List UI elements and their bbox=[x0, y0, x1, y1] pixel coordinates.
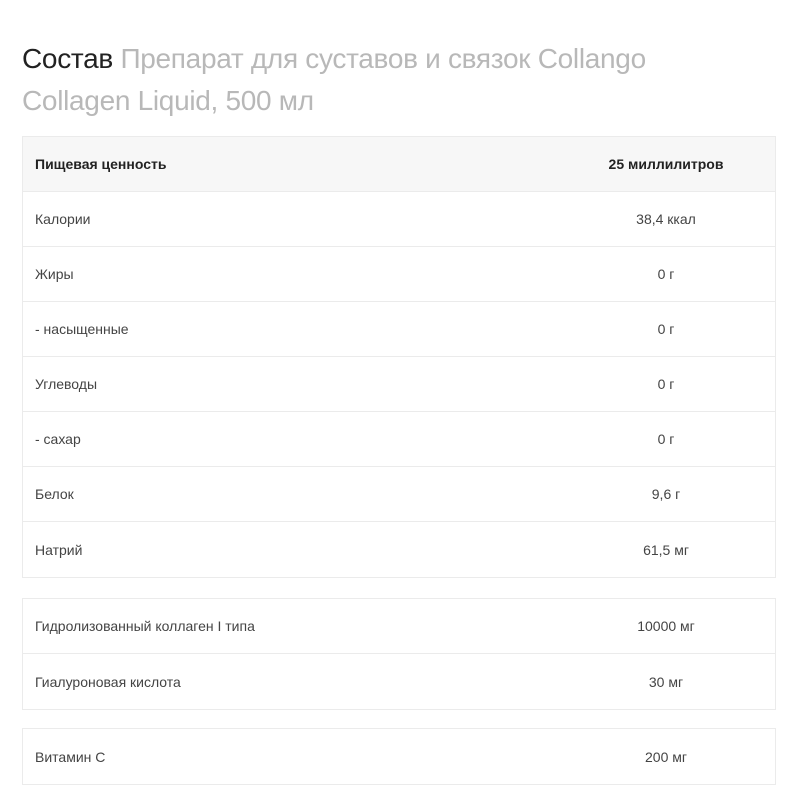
row-name-cell: Калории bbox=[35, 211, 91, 227]
row-value-cell: 38,4 ккал bbox=[636, 211, 696, 227]
row-value-cell: 61,5 мг bbox=[643, 541, 689, 558]
table-row bbox=[23, 522, 775, 577]
row-name-cell: Белок bbox=[35, 486, 74, 502]
nutrition-table bbox=[22, 136, 776, 578]
row-value-cell: 200 мг bbox=[645, 748, 687, 765]
actives-table bbox=[22, 598, 776, 710]
row-value-cell: 0 г bbox=[657, 266, 675, 282]
table-row bbox=[23, 412, 775, 467]
product-name: Препарат для суставов и связок Collango Collagen Liquid, 500 мл bbox=[22, 43, 646, 116]
row-name-cell: - сахар bbox=[35, 431, 81, 447]
table-row bbox=[23, 302, 775, 357]
row-name-cell: Углеводы bbox=[35, 376, 98, 392]
row-value-cell: 0 г bbox=[657, 321, 675, 337]
row-name-cell: - насыщенные bbox=[35, 321, 129, 337]
row-value-cell: 10000 мг bbox=[637, 618, 695, 634]
row-name-cell: Гиалуроновая кислота bbox=[35, 673, 181, 690]
title-label: Состав bbox=[22, 43, 113, 74]
row-value-cell: 9,6 г bbox=[651, 486, 681, 502]
header-name-cell: Пищевая ценность bbox=[35, 156, 167, 172]
table-row bbox=[23, 247, 775, 302]
table-row bbox=[23, 729, 775, 784]
table-row bbox=[23, 192, 775, 247]
row-value-cell: 0 г bbox=[657, 376, 675, 392]
row-value-cell: 30 мг bbox=[648, 673, 684, 690]
row-name-cell: Жиры bbox=[35, 266, 74, 282]
page-title bbox=[22, 38, 742, 122]
row-value-cell: 0 г bbox=[657, 431, 675, 447]
table-row bbox=[23, 654, 775, 709]
row-name-cell: Гидролизованный коллаген I типа bbox=[35, 618, 255, 634]
header-value-cell: 25 миллилитров bbox=[608, 156, 724, 172]
table-row bbox=[23, 599, 775, 654]
table-row bbox=[23, 357, 775, 412]
vitamins-table bbox=[22, 728, 776, 785]
row-name-cell: Витамин С bbox=[35, 748, 106, 765]
table-row bbox=[23, 467, 775, 522]
table-header-row bbox=[23, 137, 775, 192]
row-name-cell: Натрий bbox=[35, 541, 83, 558]
